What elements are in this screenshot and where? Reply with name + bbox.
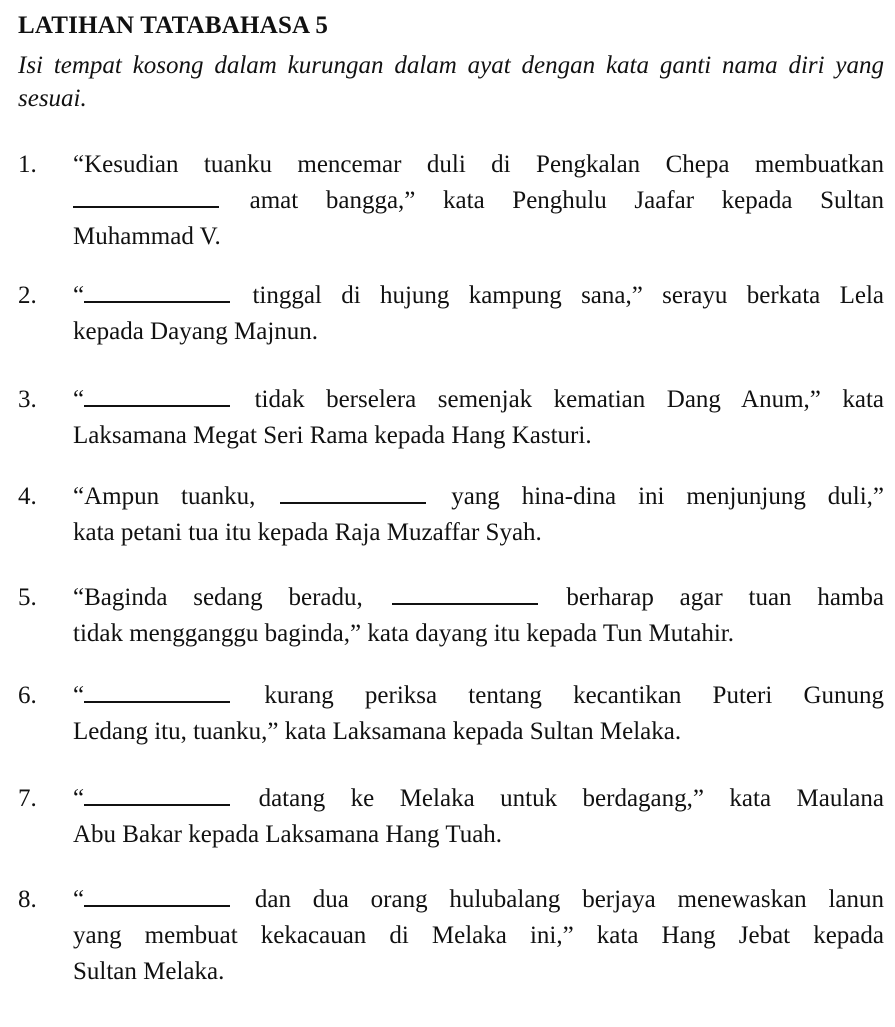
item-text: amat bangga,” kata Penghulu Jaafar kepada Sultan	[249, 187, 884, 214]
open-quote: “	[73, 785, 85, 812]
instruction-text: Isi tempat kosong dalam kurungan dalam ayat dengan kata ganti nama diri yang sesuai.	[18, 52, 884, 112]
answer-blank[interactable]	[73, 184, 219, 208]
item-text: kata petani tua itu kepada Raja Muzaffar Syah.	[73, 519, 542, 546]
exercise-item-8	[18, 882, 884, 990]
item-text: Ledang itu, tuanku,” kata Laksamana kepada Sultan Melaka.	[73, 718, 682, 745]
item-number: 1.	[18, 151, 37, 178]
answer-blank[interactable]	[280, 480, 426, 504]
answer-blank[interactable]	[84, 679, 230, 703]
item-number: 4.	[18, 483, 37, 510]
item-text: Muhammad V.	[73, 223, 221, 250]
item-text: datang ke Melaka untuk berdagang,” kata Maulana	[258, 785, 884, 812]
answer-blank[interactable]	[84, 383, 230, 407]
item-text: yang membuat kekacauan di Melaka ini,” kata Hang Jebat kepada	[73, 922, 884, 949]
exercise-item-5	[18, 580, 884, 652]
item-number: 3.	[18, 386, 37, 413]
item-text: yang hina-dina ini menjunjung duli,”	[451, 483, 885, 510]
exercise-item-4	[18, 479, 884, 551]
item-text: tidak mengganggu baginda,” kata dayang itu kepada Tun Mutahir.	[73, 620, 734, 647]
open-quote: “	[73, 682, 85, 709]
exercise-item-7	[18, 781, 884, 853]
item-text: dan dua orang hulubalang berjaya menewaskan lanun	[254, 886, 884, 913]
item-number: 2.	[18, 282, 37, 309]
item-text: Sultan Melaka.	[73, 958, 225, 985]
exercise-item-6	[18, 678, 884, 750]
item-text: Laksamana Megat Seri Rama kepada Hang Kasturi.	[73, 422, 592, 449]
item-text: “Baginda sedang beradu,	[73, 584, 363, 611]
answer-blank[interactable]	[84, 279, 230, 303]
item-number: 5.	[18, 584, 37, 611]
item-text: berharap agar tuan hamba	[566, 584, 885, 611]
item-text: tinggal di hujung kampung sana,” serayu berkata Lela	[252, 282, 885, 309]
item-number: 7.	[18, 785, 37, 812]
item-text: “Kesudian tuanku mencemar duli di Pengkalan Chepa membuatkan	[73, 151, 884, 178]
item-number: 6.	[18, 682, 37, 709]
open-quote: “	[73, 386, 85, 413]
answer-blank[interactable]	[84, 883, 230, 907]
open-quote: “	[73, 886, 85, 913]
exercise-item-3	[18, 382, 884, 454]
item-number: 8.	[18, 886, 37, 913]
item-text: kurang periksa tentang kecantikan Puteri Gunung	[264, 682, 885, 709]
item-text: “Ampun tuanku,	[73, 483, 256, 510]
exercise-item-1	[18, 147, 884, 255]
answer-blank[interactable]	[84, 782, 230, 806]
item-text: tidak berselera semenjak kematian Dang Anum,” kata	[254, 386, 884, 413]
open-quote: “	[73, 282, 85, 309]
exercise-item-2	[18, 278, 884, 350]
answer-blank[interactable]	[392, 581, 538, 605]
item-text: Abu Bakar kepada Laksamana Hang Tuah.	[73, 821, 503, 848]
page-title: LATIHAN TATABAHASA 5	[18, 12, 329, 39]
item-text: kepada Dayang Majnun.	[73, 318, 319, 345]
